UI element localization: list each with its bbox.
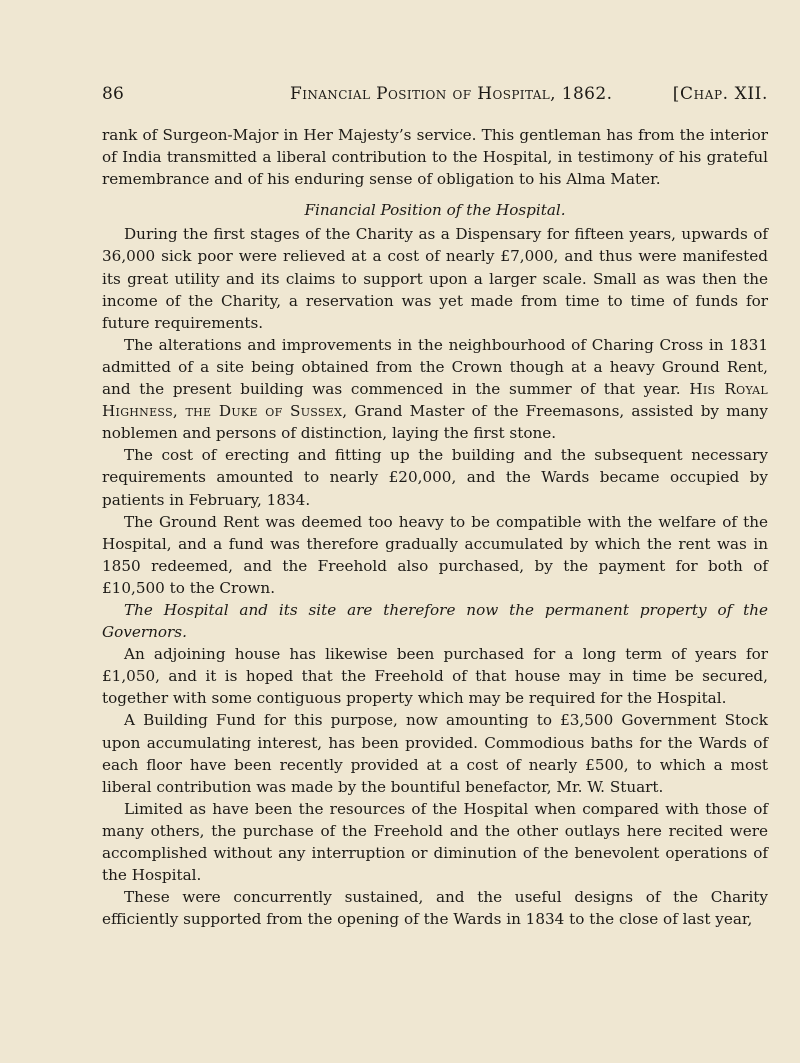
paragraph-adjoining-house: An adjoining house has likewise been purchased for a long term of years for £1,050, and it is hoped that the Freehold of that house may in time be secured, together with some contiguous property which may be required for the Hospital. [102,645,768,708]
paragraph-dispensary: During the first stages of the Charity as a Dispensary for fifteen years, upwards of 36,000 sick poor were relieved at a cost of nearly £7,000, and thus were manifested its great utility and its claims to support upon a larger scale. Small as was then the income of the Charity, a reservation was yet made from time to time of funds for future requirements. [102,225,768,332]
paragraph-building-fund: A Building Fund for this purpose, now amounting to £3,500 Government Stock upon accumulating interest, has been provided. Commodious baths for the Wards of each floor have been recently provided at a cost of nearly £500, to which a most liberal contribution was made by the bountiful benefactor, Mr. W. Stuart. [102,711,768,796]
paragraph-continuation: rank of Surgeon-Major in Her Majesty’s service. This gentleman has from the interior of India transmitted a liberal contribution to the Hospital, in testimony of his grateful remembrance and of his enduring sense of obligation to his Alma Mater. [102,126,768,189]
page-body [102,124,768,930]
site-text-before: The alterations and improvements in the neighbourhood of Charing Cross in 1831 admitted of a site being obtained from the Crown though at a heavy Ground Rent, and the present building was commenced in the summer of that year. [102,335,768,399]
paragraph-cost: The cost of erecting and fitting up the building and the subsequent necessary requirements amounted to nearly £20,000, and the Wards became occupied by patients in February, 1834. [102,446,768,509]
page-number: 86 [102,84,125,104]
paragraph-site [102,334,768,444]
royal-title: His Royal Highness, the Duke of Sussex, [102,380,769,421]
paragraph-property: The Hospital and its site are therefore now the permanent property of the Governors. [102,600,768,642]
section-heading: Financial Position of the Hospital. [304,201,566,220]
paragraph-ground-rent: The Ground Rent was deemed too heavy to be compatible with the welfare of the Hospital, and a fund was therefore gradually accumulated by which the rent was in 1850 redeemed, and the Freehold also purchased, by the payment for both of £10,500 to the Crown. [102,512,768,597]
running-title: Financial Position of Hospital, 1862. [290,84,613,104]
paragraph-resources: Limited as have been the resources of the Hospital when compared with those of many others, the purchase of the Freehold and the other outlays here recited were accomplished without any interruption or diminution of the benevolent operations of the Hospital. [102,799,768,885]
chapter-marker: [Chap. XII. [672,84,768,104]
site-text-after: Grand Master of the Freemasons, assisted by many noblemen and persons of distinction, laying the first stone. [102,402,769,443]
running-header [102,84,768,110]
paragraph-concurrent: These were concurrently sustained, and the useful designs of the Charity efficiently supported from the opening of the Wards in 1834 to the close of last year, [102,888,768,929]
